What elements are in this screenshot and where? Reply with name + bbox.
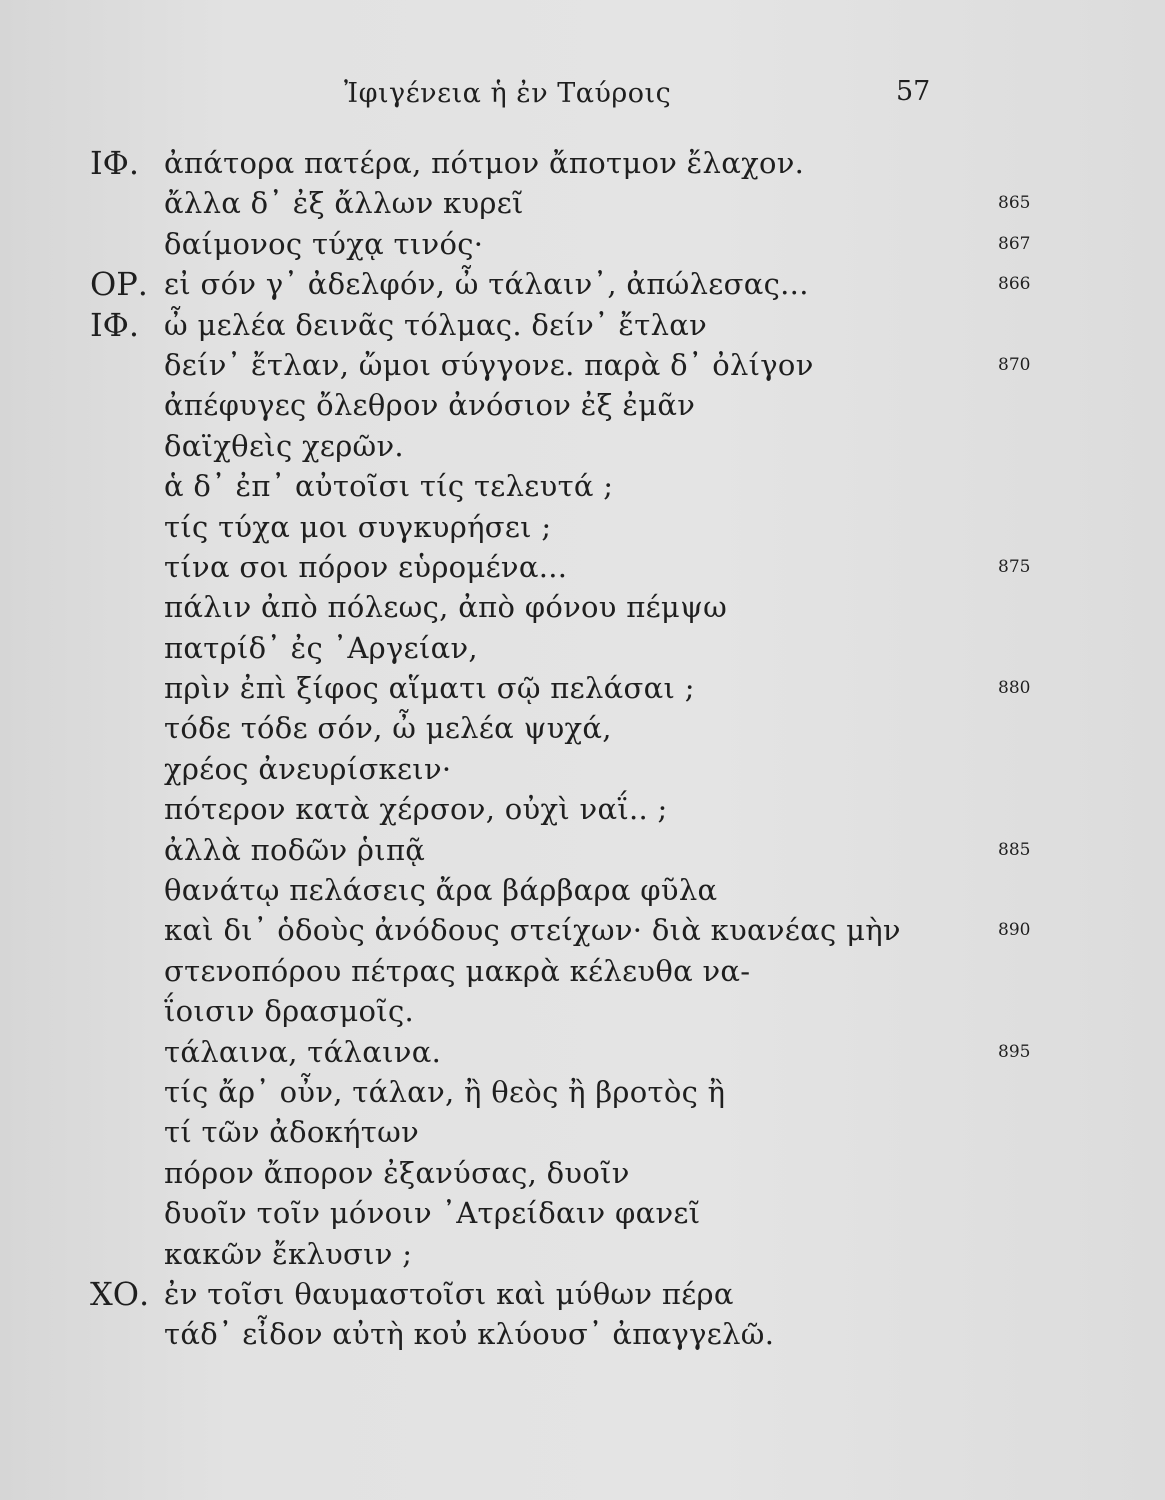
verse-line: [0, 1112, 1165, 1152]
verse-text: δείν᾽ ἔτλαν, ὤμοι σύγγονε. παρὰ δ᾽ ὀλίγον: [164, 347, 814, 382]
line-number: 895: [998, 1041, 1031, 1062]
verse-line: [0, 668, 1165, 708]
verse-line: [0, 1153, 1165, 1193]
verse-text: κακῶν ἔκλυσιν ;: [164, 1236, 413, 1271]
line-number: 870: [998, 354, 1031, 375]
verse-text: ἀπέφυγες ὄλεθρον ἀνόσιον ἐξ ἐμᾶν: [164, 388, 696, 423]
verse-text: δαίμονος τύχᾳ τινός·: [164, 226, 484, 261]
verse-text: πάλιν ἀπὸ πόλεως, ἀπὸ φόνου πέμψω: [164, 590, 728, 625]
running-header-title: Ἰφιγένεια ἡ ἐν Ταύροις: [344, 78, 672, 109]
verse-line: [0, 628, 1165, 668]
line-number: 890: [998, 920, 1031, 941]
verse-line: [0, 143, 1165, 183]
verse-text: χρέος ἀνευρίσκειν·: [164, 751, 452, 786]
verse-line: [0, 708, 1165, 748]
verse-text: τάδ᾽ εἶδον αὐτὴ κοὐ κλύουσ᾽ ἀπαγγελῶ.: [164, 1317, 775, 1352]
verse-block: [0, 143, 1165, 1355]
verse-text: δαϊχθεὶς χερῶν.: [164, 428, 404, 463]
page-number: 57: [896, 76, 931, 107]
verse-text: ἀπάτορα πατέρα, πότμον ἄποτμον ἔλαχον.: [164, 146, 805, 180]
verse-text: πόρον ἄπορον ἐξανύσας, δυοῖν: [164, 1155, 630, 1190]
verse-text: πρὶν ἐπὶ ξίφος αἵματι σῷ πελάσαι ;: [164, 671, 695, 706]
verse-line: [0, 1274, 1165, 1314]
line-number: 885: [998, 839, 1031, 860]
verse-text: πότερον κατὰ χέρσον, οὐχὶ ναΐ.. ;: [164, 792, 668, 827]
verse-text: τίς ἄρ᾽ οὖν, τάλαν, ἢ θεὸς ἢ βροτὸς ἢ: [164, 1074, 726, 1109]
verse-line: [0, 1314, 1165, 1354]
verse-line: [0, 991, 1165, 1031]
verse-line: [0, 951, 1165, 991]
verse-text: εἰ σόν γ᾽ ἀδελφόν, ὦ τάλαιν᾽, ἀπώλεσας...: [164, 267, 809, 302]
verse-text: ἁ δ᾽ ἐπ᾽ αὐτοῖσι τίς τελευτά ;: [164, 469, 614, 504]
verse-text: στενοπόρου πέτρας μακρὰ κέλευθα να-: [164, 953, 751, 988]
verse-text: τίς τύχα μοι συγκυρήσει ;: [164, 509, 552, 544]
speaker-label: ΙΦ.: [90, 305, 140, 344]
verse-line: [0, 345, 1165, 385]
verse-line: [0, 385, 1165, 425]
verse-text: δυοῖν τοῖν μόνοιν ᾽Ατρείδαιν φανεῖ: [164, 1196, 701, 1231]
line-number: 875: [998, 556, 1031, 577]
verse-text: ὦ μελέα δεινᾶς τόλμας. δείν᾽ ἔτλαν: [164, 307, 708, 342]
verse-line: [0, 547, 1165, 587]
verse-text: τάλαινα, τάλαινα.: [164, 1034, 442, 1069]
line-number: 867: [998, 233, 1031, 254]
verse-line: [0, 749, 1165, 789]
speaker-label: ΟΡ.: [90, 265, 148, 304]
verse-text: τόδε τόδε σόν, ὦ μελέα ψυχά,: [164, 711, 612, 746]
line-number: 865: [998, 193, 1031, 214]
verse-line: [0, 507, 1165, 547]
verse-line: [0, 1193, 1165, 1233]
verse-line: [0, 224, 1165, 264]
verse-line: [0, 305, 1165, 345]
verse-line: [0, 1032, 1165, 1072]
verse-text: θανάτῳ πελάσεις ἄρα βάρβαρα φῦλα: [164, 873, 718, 908]
verse-text: ΐοισιν δρασμοῖς.: [164, 994, 415, 1029]
verse-line: [0, 264, 1165, 304]
verse-line: [0, 1072, 1165, 1112]
line-number: 866: [998, 274, 1031, 295]
verse-line: [0, 789, 1165, 829]
verse-text: ἀλλὰ ποδῶν ῥιπᾷ: [164, 832, 426, 867]
verse-line: [0, 1234, 1165, 1274]
verse-line: [0, 910, 1165, 950]
verse-text: τίνα σοι πόρον εὑρομένα...: [164, 549, 568, 584]
line-number: 880: [998, 678, 1031, 699]
verse-line: [0, 870, 1165, 910]
verse-text: πατρίδ᾽ ἐς ᾽Αργείαν,: [164, 630, 478, 665]
verse-text: ἄλλα δ᾽ ἐξ ἄλλων κυρεῖ: [164, 186, 524, 221]
verse-text: τί τῶν ἀδοκήτων: [164, 1115, 419, 1150]
verse-line: [0, 426, 1165, 466]
verse-line: [0, 466, 1165, 506]
verse-line: [0, 587, 1165, 627]
verse-line: [0, 183, 1165, 223]
speaker-label: ΧΟ.: [90, 1274, 150, 1313]
verse-text: καὶ δι᾽ ὁδοὺς ἀνόδους στείχων· διὰ κυανέας μὴν: [164, 913, 901, 948]
speaker-label: ΙΦ.: [90, 144, 140, 182]
verse-line: [0, 830, 1165, 870]
verse-text: ἐν τοῖσι θαυμαστοῖσι καὶ μύθων πέρα: [164, 1276, 734, 1311]
